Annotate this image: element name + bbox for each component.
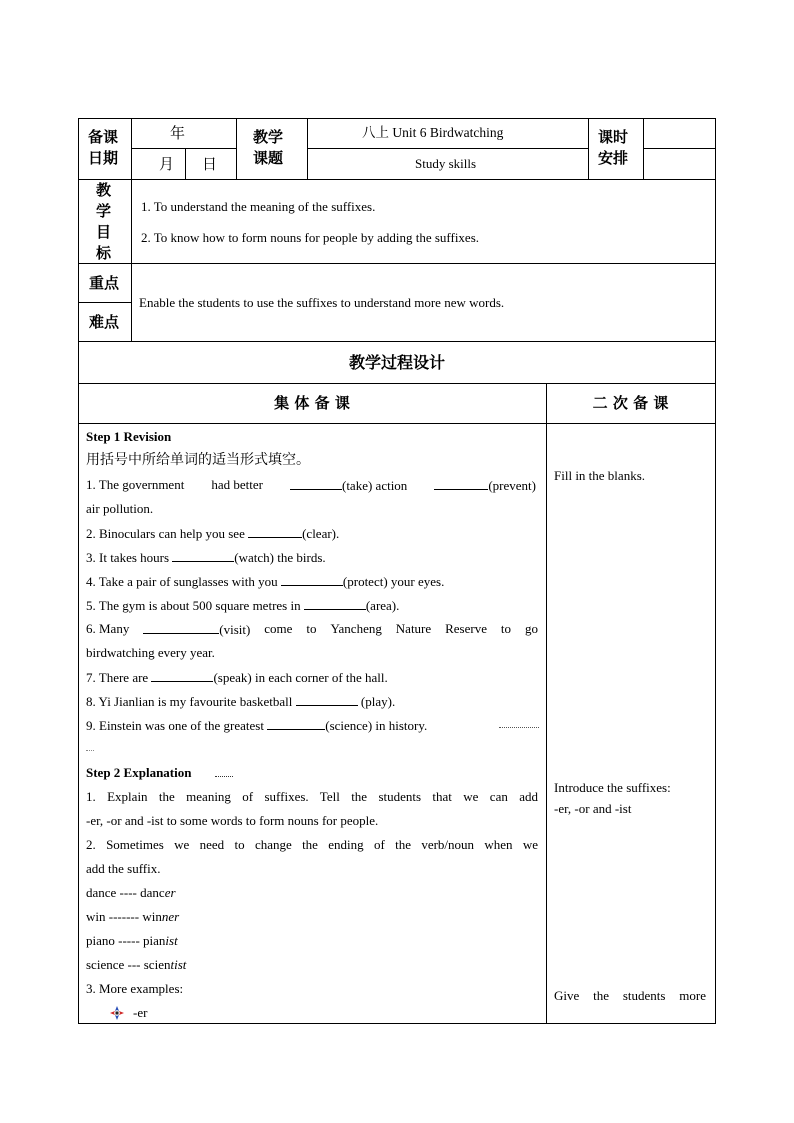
smudge-mark	[86, 750, 94, 752]
second-prep-note-3: Give the students more	[554, 988, 706, 1003]
topic-label: 教学课题	[253, 128, 284, 167]
answer-blank[interactable]	[296, 693, 358, 706]
example-row: science --- scientist	[86, 957, 187, 972]
answer-blank[interactable]	[281, 573, 343, 586]
smudge-mark	[499, 727, 539, 730]
answer-blank[interactable]	[267, 717, 325, 730]
answer-blank[interactable]	[434, 477, 488, 490]
question-6: 6. Many (visit) come to Yancheng Nature Reserve to go	[86, 621, 538, 637]
question-8: 8. Yi Jianlian is my favourite basketball (play).	[86, 694, 396, 709]
question-1: 1. The government had better (take) action (prevent)	[86, 477, 536, 493]
second-prep-note-1: Fill in the blanks.	[554, 468, 645, 483]
topic-line-1: 八上 Unit 6 Birdwatching	[362, 125, 504, 140]
group-prep-header: 集 体 备 课	[274, 394, 350, 412]
objective-2: 2. To know how to form nouns for people by adding the suffixes.	[141, 230, 480, 245]
example-row: win ------- winner	[86, 909, 180, 924]
second-prep-note-2a: Introduce the suffixes:	[554, 780, 671, 795]
second-prep-note-2b: -er, -or and -ist	[554, 801, 632, 816]
year-label: 年	[170, 124, 186, 142]
answer-blank[interactable]	[151, 669, 213, 682]
question-5: 5. The gym is about 500 square metres in (area).	[86, 598, 400, 613]
question-3: 3. It takes hours (watch) the birds.	[86, 550, 326, 565]
step2-para3: 3. More examples:	[86, 981, 184, 996]
step2-title: Step 2 Explanation	[86, 765, 192, 780]
topic-line-2: Study skills	[415, 156, 477, 171]
step1-title: Step 1 Revision	[86, 429, 172, 444]
step2-para1-line2: -er, -or and -ist to some words to form nouns for people.	[86, 813, 379, 828]
example-row: piano ----- pianist	[86, 933, 178, 948]
second-prep-header: 二 次 备 课	[592, 394, 669, 412]
objective-1: 1. To understand the meaning of the suffixes.	[141, 199, 376, 214]
key-points-text: Enable the students to use the suffixes to understand more new words.	[139, 295, 505, 310]
step2-para2-line2: add the suffix.	[86, 861, 161, 876]
answer-blank[interactable]	[304, 597, 366, 610]
question-6-cont: birdwatching every year.	[86, 645, 215, 660]
question-9: 9. Einstein was one of the greatest (science) in history.	[86, 718, 428, 733]
difficult-points-label: 难点	[89, 313, 120, 331]
day-label: 日	[202, 155, 218, 173]
month-label: 月	[159, 155, 175, 173]
prep-date-label: 备课日期	[88, 128, 119, 167]
process-title: 教学过程设计	[348, 353, 445, 372]
step2-para2-line1: 2. Sometimes we need to change the ending of the verb/noun when we	[86, 837, 538, 852]
bullet-arrow-icon	[110, 1006, 124, 1020]
step1-instruction: 用括号中所给单词的适当形式填空。	[86, 452, 310, 468]
question-7: 7. There are (speak) in each corner of the hall.	[86, 670, 388, 685]
answer-blank[interactable]	[143, 621, 219, 634]
question-1-cont: air pollution.	[86, 501, 154, 516]
question-2: 2. Binoculars can help you see (clear).	[86, 526, 340, 541]
smudge-mark	[215, 776, 233, 778]
step2-para1-line1: 1. Explain the meaning of suffixes. Tell the students that we can add	[86, 789, 538, 804]
answer-blank[interactable]	[290, 477, 342, 490]
bullet-text: -er	[133, 1005, 148, 1020]
question-4: 4. Take a pair of sunglasses with you (protect) your eyes.	[86, 574, 445, 589]
objectives-label: 教学目标	[96, 181, 112, 262]
answer-blank[interactable]	[172, 549, 234, 562]
answer-blank[interactable]	[248, 525, 302, 538]
key-points-label: 重点	[89, 274, 120, 292]
period-label: 课时安排	[598, 128, 629, 167]
example-row: dance ---- dancer	[86, 885, 176, 900]
